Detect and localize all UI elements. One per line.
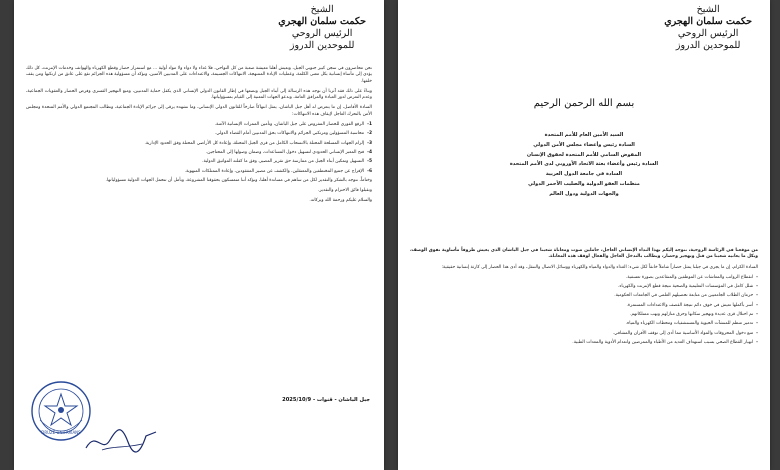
- item-bullet: -: [756, 284, 758, 290]
- addressee: السيد الأمين العام للأمم المتحدة: [544, 132, 624, 138]
- item-text: تم احتلال قرى عديدة وتهجير سكانها وحرق منازلهم ونهب ممتلكاتهم.: [629, 312, 754, 318]
- item-number: 1-: [367, 122, 372, 128]
- letterhead: [664, 4, 752, 52]
- letterhead-role: الرئيس الروحي: [677, 28, 739, 39]
- item-bullet: -: [756, 330, 758, 336]
- addressee: والجهات الدولية ودول العالم: [549, 190, 619, 197]
- item-bullet: -: [756, 312, 758, 318]
- list-item: [26, 141, 372, 147]
- item-text: تدمير منظم للمنشآت الحيوية والمستشفيات ومحطات الكهرباء والمياه.: [625, 321, 754, 327]
- letter-body: [410, 248, 758, 349]
- addressee: السادة رئيس وأعضاء مجلس الأمن الدولي: [533, 141, 635, 148]
- letter-body: [26, 66, 372, 209]
- closing-paragraph: وختاماً، نتوجه بالشكر والتقدير لكل من ساهم في مساندة أهلنا، ونؤكد أننا متمسكون بحقوقنا المشروعة، ونأمل أن تتحمل الجهات الدولية مسؤولياتها.: [105, 177, 372, 183]
- item-bullet: -: [756, 293, 758, 299]
- item-text: إلزام الجهات المسلحة المحتلة بالانسحاب الكامل من قرى الجبل المحتلة، وإعادة كل الأراضي المحتلة وفق الحدود الإدارية.: [144, 140, 365, 146]
- letterhead-role: الرئيس الروحي: [291, 28, 353, 39]
- closing-line: والسلام عليكم ورحمة الله وبركاته.: [309, 198, 372, 204]
- item-text: الإفراج عن جميع المختطفين والمعتقلين، والكشف عن مصير المفقودين، وإعادة الممتلكات المنهوبة.: [184, 168, 365, 174]
- closing-line: وتقبلوا فائق الاحترام والتقدير.: [317, 188, 372, 194]
- paragraph: وبناءً على ذلك فقد آثرنا أن نوجه هذه الرسالة إلى أبناء الجبل ونضعها في إطار القانون الدولي الإنساني الذي يكفل حماية المدنيين، ومنع التهجير القسري وفرض الحصار والعقوبات الجماعية، وعدم التعرض لدور العبادة والمرافق العامة، وندعو الجهات المعنية إلى القيام بمسؤولياتها.: [26, 88, 372, 101]
- item-text: شلل كامل في المؤسسات التعليمية والصحية نتيجة قطع الإنترنت والكهرباء.: [617, 284, 754, 290]
- list-item: [410, 284, 758, 290]
- letterhead-title: الشيخ: [310, 4, 334, 15]
- basmala: بسم الله الرحمن الرحيم: [533, 98, 635, 109]
- list-item: [26, 122, 372, 128]
- letterhead-org: للموحدين الدروز: [289, 40, 355, 51]
- addressee: المفوض السامي للأمم المتحدة لحقوق الإنسان: [526, 151, 642, 158]
- addressee: السادة رئيس وأعضاء بعثة الاتحاد الأوروبي لدى الأمم المتحدة: [509, 161, 659, 168]
- list-item: [26, 131, 372, 137]
- signature-icon: [82, 420, 162, 460]
- list-item: [410, 303, 758, 309]
- item-number: 3-: [367, 140, 372, 146]
- letterhead: [278, 4, 366, 52]
- item-text: التسهيل وتمكين أبناء الجبل من ممارسة حق تقرير المصير، وفق ما كفلته المواثيق الدولية.: [202, 159, 365, 165]
- item-text: حرمان الطلاب الجامعيين من متابعة تحصيلهم العلمي في الجامعات الحكومية.: [614, 293, 754, 299]
- date-location: جبل الباشان - قنوات - 2025/10/9: [282, 397, 370, 403]
- paragraph: السادة الكرام، إن ما يجري في جبلنا يمثل حصاراً شاملاً خانقاً لكل شيء: الغذاء والدواء والمياه والكهرباء ووسائل الاتصال والتنقل، وقد أدى هذا الحصار إلى كارثة إنسانية حقيقية:: [441, 264, 758, 270]
- document-page-left: [14, 0, 384, 470]
- item-text: أسر بأكملها تعيش في خوف دائم نتيجة القصف والاعتداءات المستمرة.: [626, 302, 754, 308]
- list-item: [26, 159, 372, 165]
- item-bullet: -: [756, 302, 758, 308]
- paragraph: نحن محاصرون في سجن كبير جنوبي الجبل، ونعيش أهلنا معيشة صعبة من كل النواحي، فلا غذاء ولا دواء ولا مواد أولية ... مع استمرار حصار وقطع الكهرباء والهواتف وخدمات الإنترنت، كل ذلك يؤدي إلى مأساة إنسانية بكل معنى الكلمة، وعمليات الإبادة الممنهجة، الانتهاكات الجسيمة، والاعتداءات على المدنيين الآمنين، ونؤكد أن مسؤولية هذه الجرائم تقع على عاتق من ارتكبها ومن يقف خلفها.: [26, 66, 372, 84]
- list-item: [410, 340, 758, 346]
- list-item: [410, 321, 758, 327]
- list-item: [410, 293, 758, 299]
- item-number: 5-: [367, 159, 372, 165]
- item-text: الرفع الفوري للحصار المفروض على جبل الباشان، وتأمين الممرات الإنسانية الآمنة.: [214, 122, 365, 128]
- item-number: 6-: [367, 168, 372, 174]
- letterhead-name: حكمت سلمان الهجري: [664, 16, 752, 27]
- list-item: [26, 150, 372, 156]
- addressee: السادة في جامعة الدول العربية: [545, 171, 623, 178]
- list-item: [410, 275, 758, 281]
- list-item: [410, 331, 758, 337]
- item-number: 4-: [367, 149, 372, 155]
- list-item: [410, 312, 758, 318]
- letterhead-name: حكمت سلمان الهجري: [278, 16, 366, 27]
- item-text: منع دخول المحروقات والمواد الأساسية مما أدى إلى توقف الأفران والمشافي.: [612, 330, 754, 336]
- paragraph: السادة الأفاضل، إن ما يتعرض له أهل جبل الباشان، يمثل انتهاكاً صارخاً للقانون الدولي الإنساني، وما نشهده يرقى إلى جرائم الإبادة الجماعية، ونطالب المجتمع الدولي والأمم المتحدة ومجلس الأمن بالتحرك العاجل لإيقاف هذه الانتهاكات:: [26, 105, 372, 117]
- addressee-list: [418, 132, 750, 201]
- addressee: منظمات العفو الدولية والصليب الأحمر الدولي: [528, 180, 640, 187]
- letterhead-title: الشيخ: [696, 4, 720, 15]
- item-bullet: -: [756, 339, 758, 345]
- paragraph: من موقعنا في الرئاسة الروحية، نتوجه إليكم بهذا النداء الإنساني العاجل، حاملين صوت ومعاناة شعبنا في جبل الباشان الذي يعيش ظروفاً مأساوية تفوق الوصف، وبكل ما يعانيه شعبنا من قتل وتهجير وحصار، ويطالب بالتدخل العاجل والفعال لوقف هذه المعاناة.: [410, 248, 758, 260]
- item-text: انقطاع الرواتب والمعاشات عن الموظفين والمتقاعدين بصورة تعسفية.: [625, 274, 754, 280]
- seal-text: DRUZE UNITARIANS: [41, 430, 81, 435]
- document-page-right: [398, 0, 770, 470]
- item-text: انهيار القطاع الصحي بسبب استهداف العديد من الأطباء والممرضين وانعدام الأدوية والمعدات الطبية.: [572, 339, 754, 345]
- item-bullet: -: [756, 321, 758, 327]
- item-bullet: -: [756, 274, 758, 280]
- item-number: 2-: [367, 131, 372, 137]
- item-text: فتح المعبر الإنساني الحدودي لتسهيل دخول المساعدات، وضمان وصولها إلى المحتاجين.: [205, 149, 365, 155]
- list-item: [26, 169, 372, 175]
- letterhead-org: للموحدين الدروز: [675, 40, 741, 51]
- item-text: محاسبة المسؤولين ومرتكبي الجرائم والانتهاكات بحق المدنيين أمام القضاء الدولي.: [214, 131, 365, 137]
